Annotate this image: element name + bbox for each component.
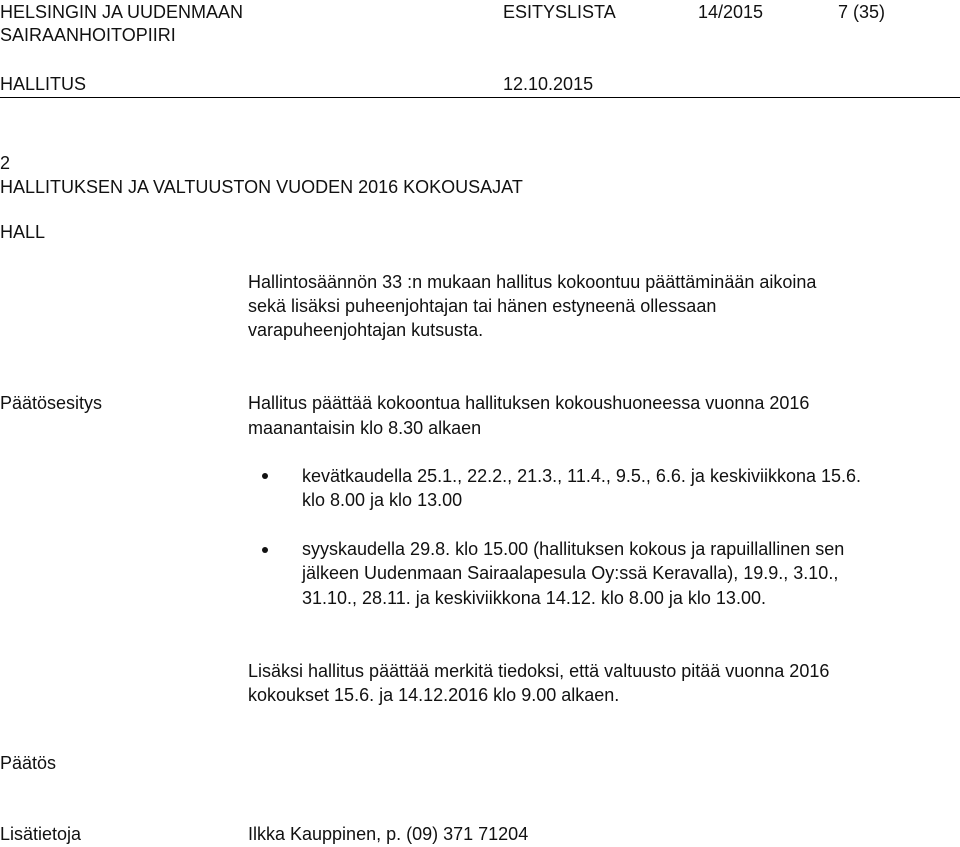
item-title: HALLITUKSEN JA VALTUUSTON VUODEN 2016 KOKOUSAJAT — [0, 177, 523, 197]
proposal-label: Päätösesitys — [0, 393, 103, 413]
item-reference: HALL — [0, 222, 46, 242]
intro-line-2: sekä lisäksi puheenjohtajan tai hänen estyneenä ollessaan — [248, 296, 717, 316]
meeting-date: 12.10.2015 — [503, 74, 594, 94]
organization-name-line1: HELSINGIN JA UUDENMAAN — [0, 2, 244, 22]
page-number: 7 (35) — [838, 2, 886, 22]
contact-label: Lisätietoja — [0, 824, 82, 844]
bullet-1-line-2: klo 8.00 ja klo 13.00 — [302, 490, 463, 510]
decision-label: Päätös — [0, 753, 57, 773]
additional-decision-line-1: Lisäksi hallitus päättää merkitä tiedoksi, että valtuusto pitää vuonna 2016 — [248, 661, 830, 681]
bullet-icon — [262, 473, 268, 479]
bullet-1-line-1: kevätkaudella 25.1., 22.2., 21.3., 11.4., 9.5., 6.6. ja keskiviikkona 15.6. — [302, 466, 862, 486]
header-divider — [0, 97, 960, 98]
bullet-2-line-2: jälkeen Uudenmaan Sairaalapesula Oy:ssä Keravalla), 19.9., 3.10., — [302, 563, 839, 583]
document-number: 14/2015 — [698, 2, 764, 22]
bullet-2-line-1: syyskaudella 29.8. klo 15.00 (hallituksen kokous ja rapuillallinen sen — [302, 539, 845, 559]
organization-name-line2: SAIRAANHOITOPIIRI — [0, 25, 176, 45]
item-number: 2 — [0, 153, 11, 173]
contact-person: Ilkka Kauppinen, p. (09) 371 71204 — [248, 824, 529, 844]
proposal-line-1: Hallitus päättää kokoontua hallituksen kokoushuoneessa vuonna 2016 — [248, 393, 810, 413]
bullet-2-line-3: 31.10., 28.11. ja keskiviikkona 14.12. klo 8.00 ja klo 13.00. — [302, 588, 766, 608]
document-type: ESITYSLISTA — [503, 2, 616, 22]
intro-line-1: Hallintosäännön 33 :n mukaan hallitus kokoontuu päättäminään aikoina — [248, 272, 817, 292]
proposal-line-2: maanantaisin klo 8.30 alkaen — [248, 418, 482, 438]
governing-body: HALLITUS — [0, 74, 87, 94]
bullet-icon — [262, 547, 268, 553]
intro-line-3: varapuheenjohtajan kutsusta. — [248, 320, 484, 340]
additional-decision-line-2: kokoukset 15.6. ja 14.12.2016 klo 9.00 alkaen. — [248, 685, 620, 705]
